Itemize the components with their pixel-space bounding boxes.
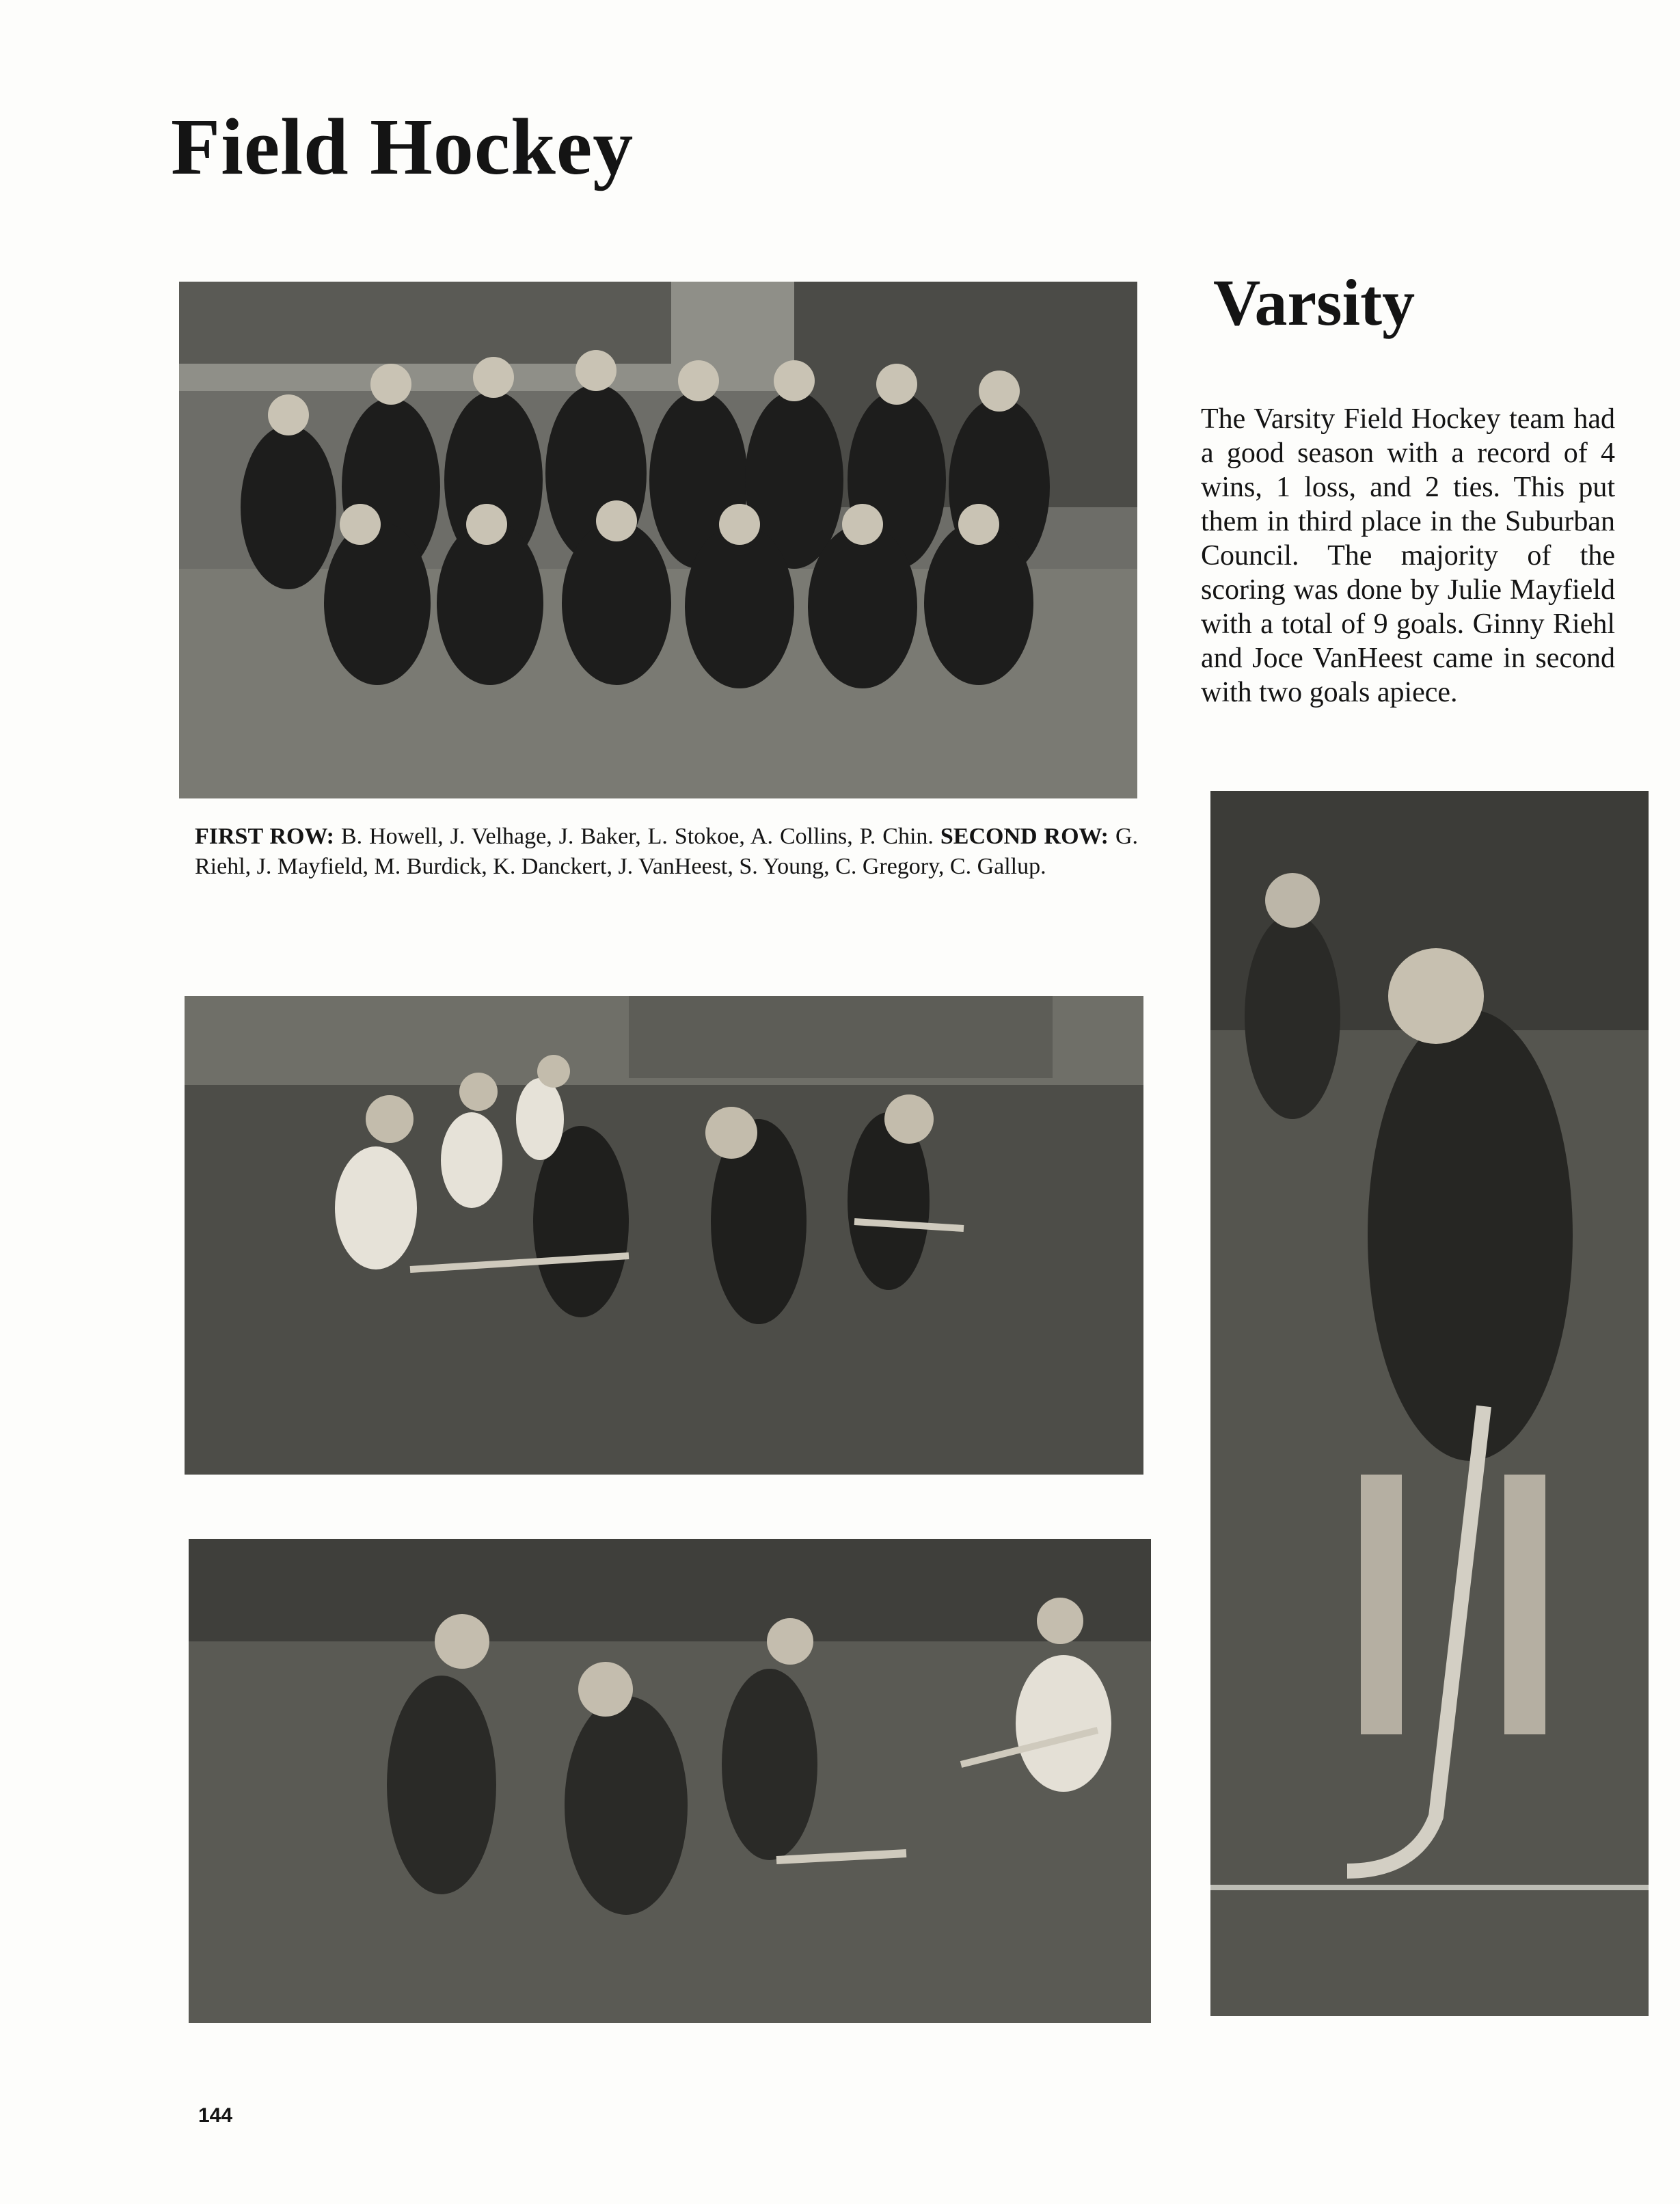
action-photo-right — [1210, 791, 1649, 2016]
second-row-label: SECOND ROW: — [940, 824, 1109, 849]
varsity-heading: Varsity — [1213, 266, 1415, 339]
page-title: Field Hockey — [171, 102, 634, 191]
varsity-body-text: The Varsity Field Hockey team had a good season with a record of 4 wins, 1 loss, and 2 ties. This put them in third place in the Suburban Council. The majority of the scoring was done by Julie Mayfield with a total of 9 goals. Ginny Riehl and Joce VanHeest came in second with two goals apiece. — [1201, 403, 1615, 708]
team-photo — [179, 282, 1137, 798]
second-row-names: G. Riehl, J. Mayfield, M. Burdick, K. Danckert, J. VanHeest, S. Young, C. Gregory, C. Gallup. — [195, 824, 1139, 879]
team-photo-caption — [195, 822, 1138, 882]
action-photo-middle — [185, 996, 1143, 1475]
action-photo-bottom — [189, 1539, 1151, 2023]
first-row-names: B. Howell, J. Velhage, J. Baker, L. Stokoe, A. Collins, P. Chin. — [340, 824, 934, 849]
page-number: 144 — [198, 2104, 233, 2127]
first-row-label: FIRST ROW: — [195, 824, 334, 849]
